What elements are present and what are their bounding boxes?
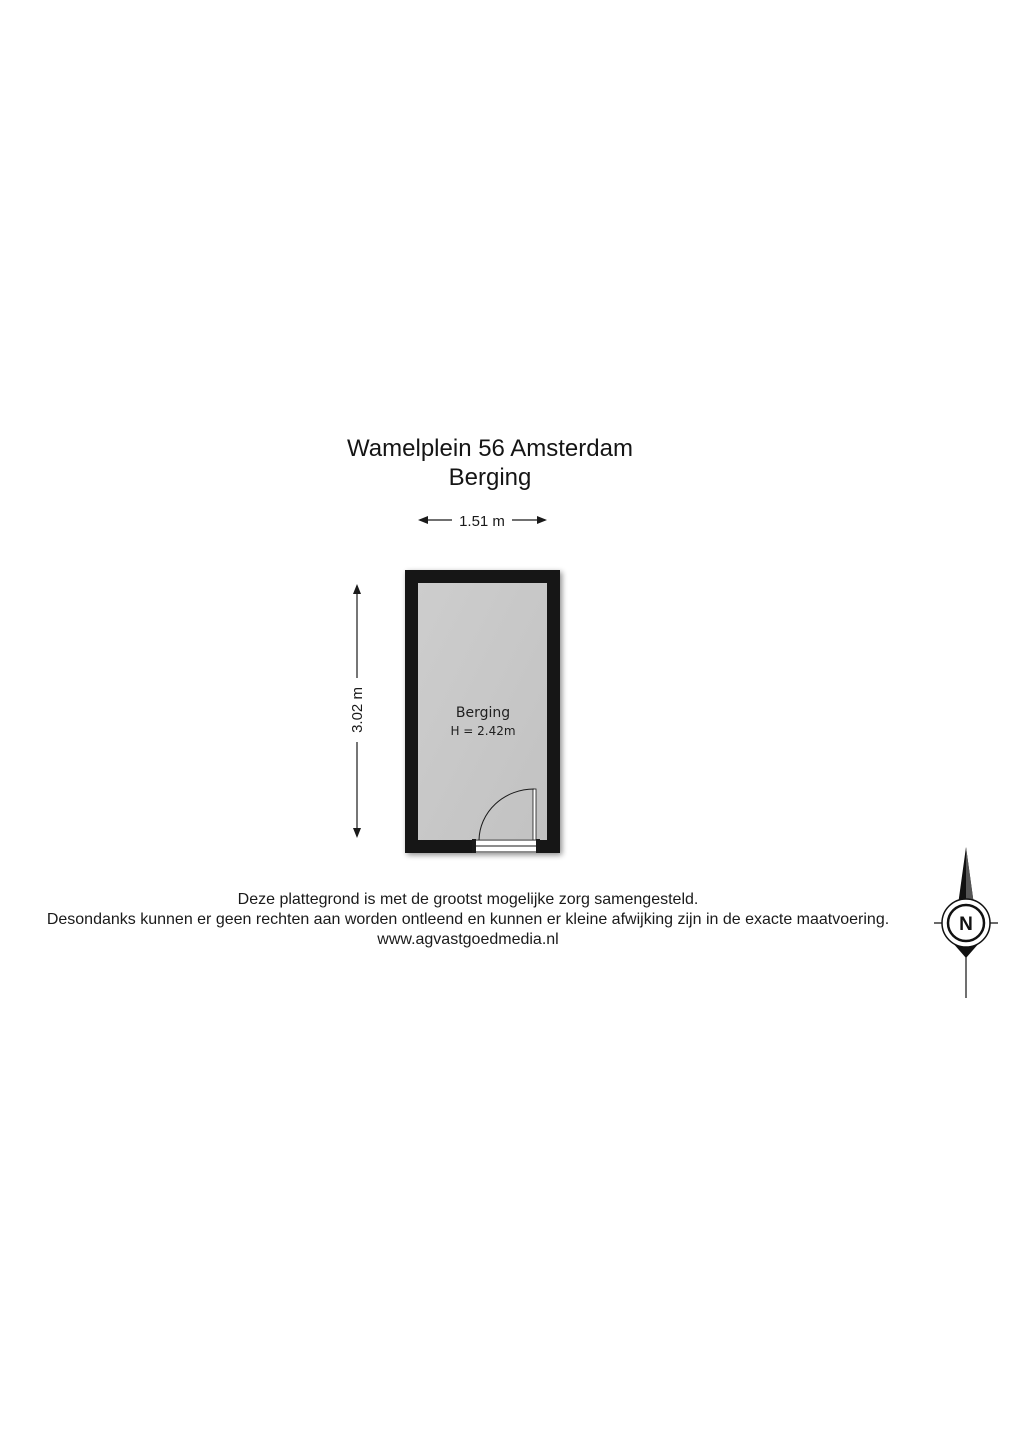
width-arrow-left: [418, 516, 428, 524]
floor-name: Berging: [448, 464, 532, 491]
door-leaf: [533, 789, 536, 840]
disclaimer-line-2: Desondanks kunnen er geen rechten aan worden ontleend en kunnen er kleine afwijking zijn in de exacte maatvoering.: [46, 911, 890, 928]
width-dimension: [418, 513, 547, 530]
website-link[interactable]: www.agvastgoedmedia.nl: [377, 931, 559, 948]
width-label: 1.51 m: [459, 513, 505, 530]
room-height-label: H = 2.42m: [450, 724, 516, 738]
depth-arrow-bottom: [353, 828, 361, 838]
width-arrow-right: [537, 516, 547, 524]
disclaimer-line-1: Deze plattegrond is met de grootst mogelijke zorg samengesteld.: [237, 891, 699, 908]
disclaimer-block: [0, 890, 936, 950]
depth-dimension: [349, 584, 366, 838]
compass-north-label: N: [959, 914, 973, 935]
compass-north-arrow-shade: [966, 847, 974, 905]
door-jamb-right: [536, 839, 540, 853]
room-name-label: Berging: [455, 705, 511, 721]
compass-icon: [934, 847, 998, 998]
depth-arrow-top: [353, 584, 361, 594]
property-address: Wamelplein 56 Amsterdam: [347, 435, 633, 462]
depth-label: 3.02 m: [349, 687, 366, 733]
door-jamb-left: [472, 839, 476, 853]
